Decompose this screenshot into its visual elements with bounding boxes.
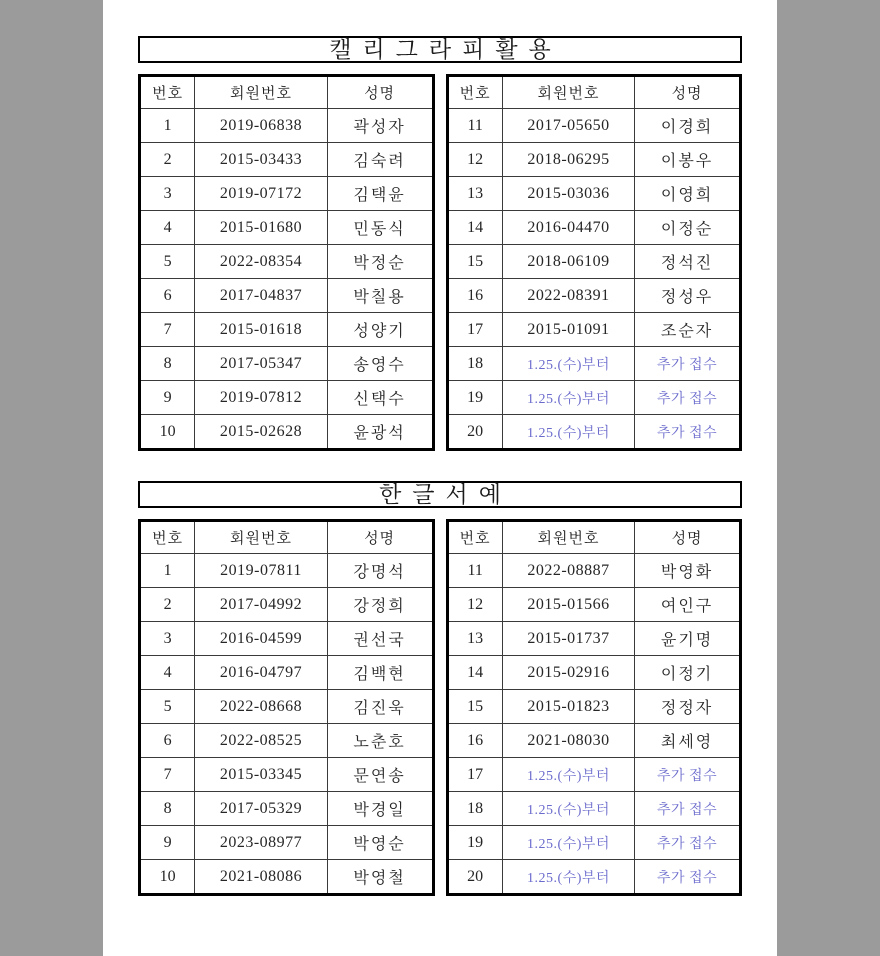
cell-member-number: 2018-06295 <box>502 143 634 177</box>
cell-name: 권선국 <box>327 622 433 656</box>
table-header-row <box>447 521 741 554</box>
cell-member-number: 1.25.(수)부터 <box>502 860 634 895</box>
cell-name: 강정희 <box>327 588 433 622</box>
cell-row-number: 2 <box>140 143 195 177</box>
table-row <box>140 792 434 826</box>
cell-row-number: 10 <box>140 860 195 895</box>
cell-member-number: 2017-05650 <box>502 109 634 143</box>
table-header-row <box>140 76 434 109</box>
table-row <box>140 554 434 588</box>
cell-row-number: 15 <box>447 690 502 724</box>
table-row <box>447 860 741 895</box>
cell-row-number: 20 <box>447 860 502 895</box>
cell-row-number: 1 <box>140 554 195 588</box>
cell-row-number: 16 <box>447 724 502 758</box>
table-header-row <box>140 521 434 554</box>
cell-name: 성양기 <box>327 313 433 347</box>
cell-member-number: 2021-08086 <box>195 860 327 895</box>
cell-name: 이영희 <box>635 177 741 211</box>
cell-row-number: 15 <box>447 245 502 279</box>
table-row <box>140 245 434 279</box>
cell-row-number: 7 <box>140 758 195 792</box>
cell-row-number: 12 <box>447 588 502 622</box>
cell-name: 이정기 <box>635 656 741 690</box>
cell-row-number: 9 <box>140 381 195 415</box>
cell-member-number: 1.25.(수)부터 <box>502 347 634 381</box>
cell-member-number: 2015-01618 <box>195 313 327 347</box>
table-row <box>447 758 741 792</box>
col-header-no: 번호 <box>140 76 195 109</box>
cell-member-number: 2017-05329 <box>195 792 327 826</box>
cell-name: 윤광석 <box>327 415 433 450</box>
cell-name: 박경일 <box>327 792 433 826</box>
cell-row-number: 20 <box>447 415 502 450</box>
cell-name: 김택윤 <box>327 177 433 211</box>
cell-name: 추가 접수 <box>635 826 741 860</box>
cell-member-number: 2015-01680 <box>195 211 327 245</box>
cell-row-number: 10 <box>140 415 195 450</box>
col-header-no: 번호 <box>447 521 502 554</box>
section-calligraphy <box>138 36 742 451</box>
cell-row-number: 14 <box>447 211 502 245</box>
cell-name: 김진욱 <box>327 690 433 724</box>
cell-row-number: 1 <box>140 109 195 143</box>
cell-row-number: 17 <box>447 758 502 792</box>
table-row <box>447 826 741 860</box>
cell-row-number: 19 <box>447 826 502 860</box>
cell-name: 추가 접수 <box>635 415 741 450</box>
table-row <box>447 792 741 826</box>
cell-row-number: 7 <box>140 313 195 347</box>
cell-name: 김숙려 <box>327 143 433 177</box>
table-row <box>447 554 741 588</box>
cell-member-number: 2015-03433 <box>195 143 327 177</box>
cell-member-number: 2015-01566 <box>502 588 634 622</box>
cell-member-number: 2016-04470 <box>502 211 634 245</box>
table-row <box>140 177 434 211</box>
cell-name: 박정순 <box>327 245 433 279</box>
cell-row-number: 5 <box>140 245 195 279</box>
cell-row-number: 18 <box>447 347 502 381</box>
cell-member-number: 2019-06838 <box>195 109 327 143</box>
member-table-left <box>138 519 435 896</box>
cell-member-number: 2015-01737 <box>502 622 634 656</box>
cell-member-number: 1.25.(수)부터 <box>502 826 634 860</box>
cell-row-number: 13 <box>447 177 502 211</box>
cell-name: 문연송 <box>327 758 433 792</box>
document-page <box>103 0 777 956</box>
cell-row-number: 2 <box>140 588 195 622</box>
cell-member-number: 1.25.(수)부터 <box>502 758 634 792</box>
cell-row-number: 5 <box>140 690 195 724</box>
col-header-name: 성명 <box>635 521 741 554</box>
col-header-name: 성명 <box>327 521 433 554</box>
cell-member-number: 2016-04599 <box>195 622 327 656</box>
section-tables <box>138 74 742 451</box>
cell-row-number: 18 <box>447 792 502 826</box>
table-row <box>447 245 741 279</box>
cell-row-number: 19 <box>447 381 502 415</box>
section-title: 한글서예 <box>379 482 512 507</box>
cell-name: 강명석 <box>327 554 433 588</box>
cell-row-number: 3 <box>140 622 195 656</box>
cell-member-number: 2019-07811 <box>195 554 327 588</box>
table-row <box>140 381 434 415</box>
member-table-right <box>446 74 743 451</box>
cell-row-number: 12 <box>447 143 502 177</box>
cell-row-number: 6 <box>140 724 195 758</box>
cell-member-number: 2018-06109 <box>502 245 634 279</box>
table-row <box>447 588 741 622</box>
cell-name: 윤기명 <box>635 622 741 656</box>
cell-member-number: 2021-08030 <box>502 724 634 758</box>
cell-row-number: 16 <box>447 279 502 313</box>
cell-member-number: 2022-08887 <box>502 554 634 588</box>
cell-member-number: 2023-08977 <box>195 826 327 860</box>
cell-member-number: 2019-07812 <box>195 381 327 415</box>
table-row <box>447 211 741 245</box>
cell-member-number: 1.25.(수)부터 <box>502 415 634 450</box>
table-row <box>447 109 741 143</box>
table-row <box>140 724 434 758</box>
cell-name: 추가 접수 <box>635 347 741 381</box>
table-row <box>140 588 434 622</box>
cell-member-number: 2022-08354 <box>195 245 327 279</box>
cell-member-number: 2022-08668 <box>195 690 327 724</box>
table-row <box>140 690 434 724</box>
cell-row-number: 17 <box>447 313 502 347</box>
table-row <box>140 279 434 313</box>
cell-member-number: 2019-07172 <box>195 177 327 211</box>
cell-row-number: 6 <box>140 279 195 313</box>
cell-member-number: 2016-04797 <box>195 656 327 690</box>
cell-row-number: 14 <box>447 656 502 690</box>
cell-member-number: 2017-04837 <box>195 279 327 313</box>
table-header-row <box>447 76 741 109</box>
table-row <box>447 724 741 758</box>
cell-member-number: 2022-08391 <box>502 279 634 313</box>
cell-member-number: 1.25.(수)부터 <box>502 792 634 826</box>
col-header-name: 성명 <box>327 76 433 109</box>
cell-name: 박칠용 <box>327 279 433 313</box>
cell-name: 곽성자 <box>327 109 433 143</box>
table-row <box>140 622 434 656</box>
cell-name: 김백현 <box>327 656 433 690</box>
cell-row-number: 3 <box>140 177 195 211</box>
section-title-box <box>138 481 742 508</box>
cell-name: 추가 접수 <box>635 792 741 826</box>
col-header-no: 번호 <box>140 521 195 554</box>
cell-member-number: 2015-03036 <box>502 177 634 211</box>
table-row <box>447 313 741 347</box>
table-row <box>140 109 434 143</box>
cell-member-number: 2015-02916 <box>502 656 634 690</box>
table-row <box>447 656 741 690</box>
cell-name: 추가 접수 <box>635 860 741 895</box>
table-row <box>140 415 434 450</box>
table-row <box>140 211 434 245</box>
table-row <box>447 177 741 211</box>
cell-name: 정석진 <box>635 245 741 279</box>
table-row <box>140 860 434 895</box>
cell-member-number: 2015-02628 <box>195 415 327 450</box>
cell-row-number: 8 <box>140 347 195 381</box>
cell-row-number: 13 <box>447 622 502 656</box>
section-tables <box>138 519 742 896</box>
cell-name: 정정자 <box>635 690 741 724</box>
table-row <box>447 622 741 656</box>
cell-name: 박영철 <box>327 860 433 895</box>
table-row <box>447 381 741 415</box>
table-row <box>447 143 741 177</box>
member-table-left <box>138 74 435 451</box>
cell-row-number: 4 <box>140 211 195 245</box>
cell-row-number: 11 <box>447 554 502 588</box>
cell-member-number: 2015-01823 <box>502 690 634 724</box>
cell-row-number: 4 <box>140 656 195 690</box>
cell-name: 추가 접수 <box>635 381 741 415</box>
table-row <box>140 143 434 177</box>
cell-name: 박영순 <box>327 826 433 860</box>
cell-name: 이경희 <box>635 109 741 143</box>
col-header-member-number: 회원번호 <box>195 76 327 109</box>
cell-row-number: 9 <box>140 826 195 860</box>
cell-name: 조순자 <box>635 313 741 347</box>
table-row <box>140 313 434 347</box>
cell-row-number: 8 <box>140 792 195 826</box>
cell-member-number: 2017-05347 <box>195 347 327 381</box>
cell-name: 추가 접수 <box>635 758 741 792</box>
table-row <box>447 279 741 313</box>
cell-member-number: 2017-04992 <box>195 588 327 622</box>
cell-name: 노춘호 <box>327 724 433 758</box>
cell-name: 이정순 <box>635 211 741 245</box>
cell-member-number: 2015-03345 <box>195 758 327 792</box>
col-header-member-number: 회원번호 <box>502 521 634 554</box>
table-row <box>140 656 434 690</box>
cell-name: 신택수 <box>327 381 433 415</box>
table-row <box>447 347 741 381</box>
col-header-member-number: 회원번호 <box>195 521 327 554</box>
cell-name: 민동식 <box>327 211 433 245</box>
cell-row-number: 11 <box>447 109 502 143</box>
cell-name: 최세영 <box>635 724 741 758</box>
table-row <box>140 826 434 860</box>
cell-name: 송영수 <box>327 347 433 381</box>
table-row <box>140 347 434 381</box>
cell-name: 이봉우 <box>635 143 741 177</box>
cell-member-number: 2015-01091 <box>502 313 634 347</box>
col-header-member-number: 회원번호 <box>502 76 634 109</box>
table-row <box>447 690 741 724</box>
cell-name: 정성우 <box>635 279 741 313</box>
cell-member-number: 2022-08525 <box>195 724 327 758</box>
col-header-name: 성명 <box>635 76 741 109</box>
cell-name: 박영화 <box>635 554 741 588</box>
member-table-right <box>446 519 743 896</box>
cell-member-number: 1.25.(수)부터 <box>502 381 634 415</box>
section-hangul-calligraphy <box>138 481 742 896</box>
section-title-box <box>138 36 742 63</box>
col-header-no: 번호 <box>447 76 502 109</box>
cell-name: 여인구 <box>635 588 741 622</box>
table-row <box>447 415 741 450</box>
table-row <box>140 758 434 792</box>
section-title: 캘리그라피활용 <box>329 37 562 62</box>
